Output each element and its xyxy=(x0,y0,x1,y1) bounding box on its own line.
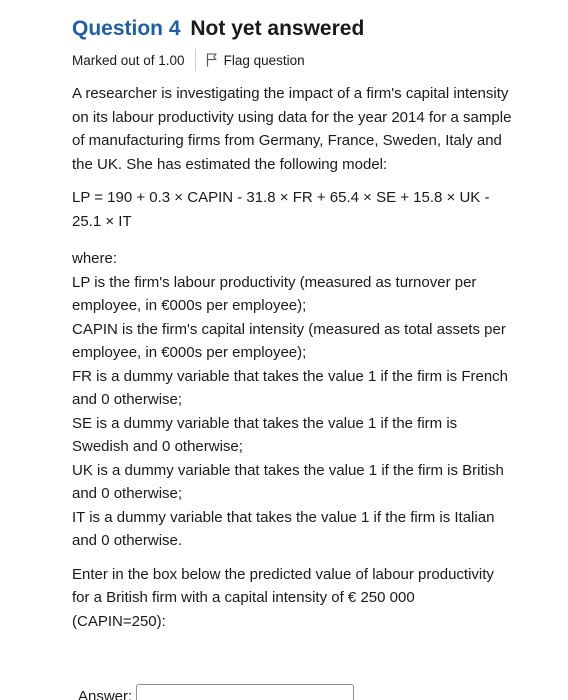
answer-label: Answer: xyxy=(78,687,133,700)
answer-row xyxy=(78,680,354,700)
variable-definitions xyxy=(72,247,512,553)
flag-question-button[interactable] xyxy=(206,53,305,68)
question-status: Not yet answered xyxy=(190,17,365,40)
definition-se: SE is a dummy variable that takes the value 1 if the firm is Swedish and 0 otherwise; xyxy=(72,414,458,455)
meta-divider xyxy=(195,49,196,71)
where-heading: where: xyxy=(72,250,118,267)
question-intro: A researcher is investigating the impact of a firm's capital intensity on its labour productivity using data for the year 2014 for a sample of manufacturing firms from Germany, France, Sweden, Italy and the UK. She has estimated the following model: xyxy=(72,85,512,173)
flag-icon xyxy=(206,53,218,67)
answer-input[interactable] xyxy=(136,684,354,700)
question-text xyxy=(72,82,512,633)
question-number: 4 xyxy=(168,17,181,40)
question-meta xyxy=(72,50,552,70)
flag-question-label: Flag question xyxy=(223,52,305,68)
definition-uk: UK is a dummy variable that takes the value 1 if the firm is British and 0 otherwise; xyxy=(72,461,504,502)
question-prompt: Enter in the box below the predicted value of labour productivity for a British firm with a capital intensity of € 250 000 (CAPIN=250): xyxy=(72,565,494,630)
regression-model: LP = 190 + 0.3 × CAPIN - 31.8 × FR + 65.4 × SE + 15.8 × UK - 25.1 × IT xyxy=(72,189,490,230)
question-label: Question xyxy=(72,17,164,40)
definition-capin: CAPIN is the firm's capital intensity (measured as total assets per employee, in €000s per employee); xyxy=(72,320,506,361)
definition-it: IT is a dummy variable that takes the value 1 if the firm is Italian and 0 otherwise. xyxy=(72,508,495,549)
definition-fr: FR is a dummy variable that takes the value 1 if the firm is French and 0 otherwise; xyxy=(72,367,509,408)
marked-out-of: Marked out of 1.00 xyxy=(72,52,185,68)
definition-lp: LP is the firm's labour productivity (measured as turnover per employee, in €000s per employee); xyxy=(72,273,477,314)
question-header xyxy=(72,14,552,70)
question-title xyxy=(72,14,552,44)
